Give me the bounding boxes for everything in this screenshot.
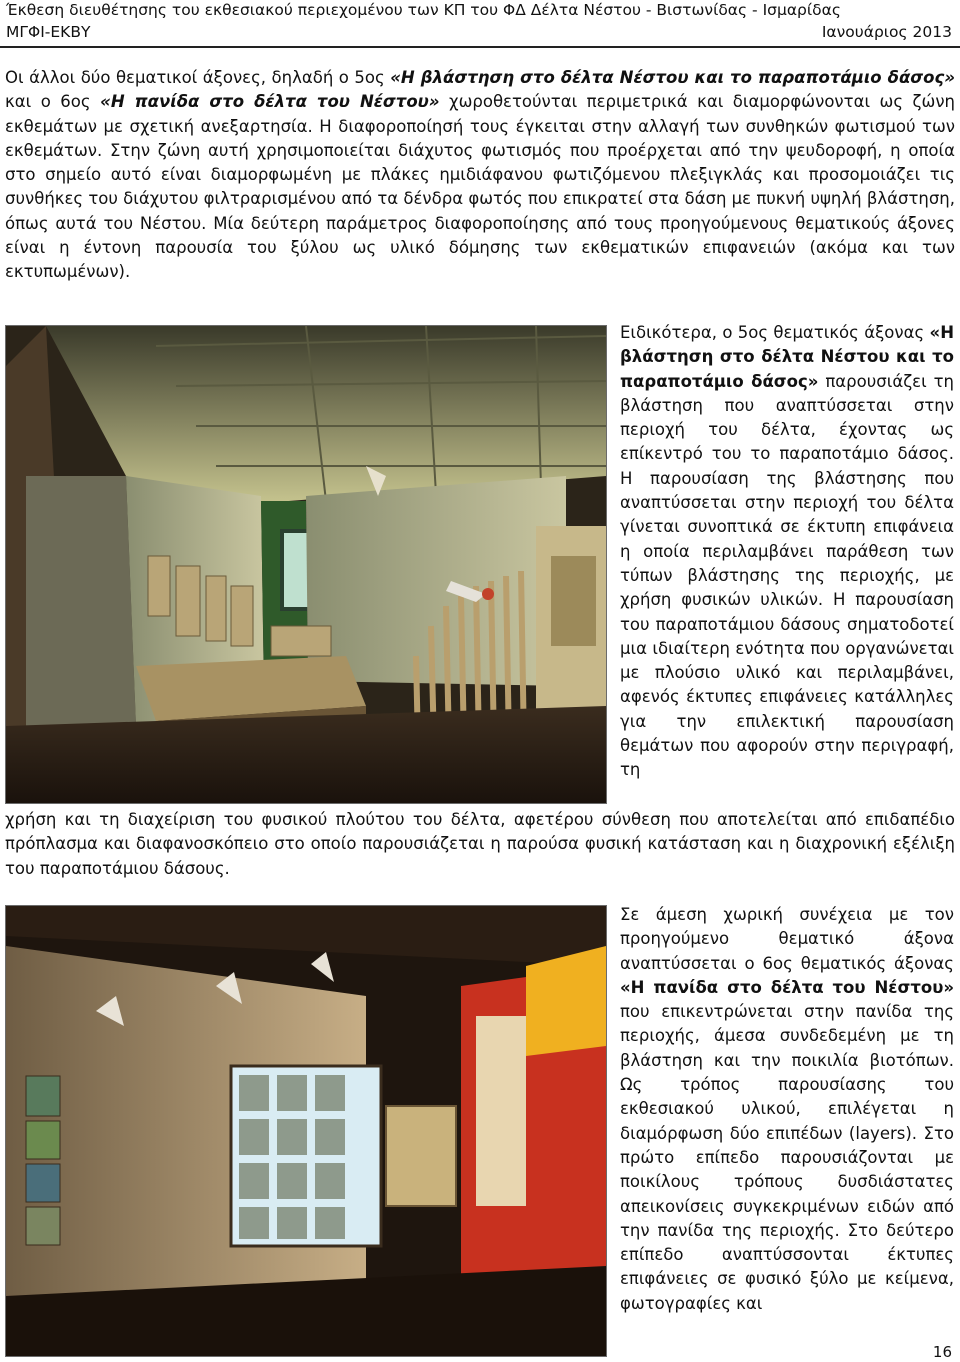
paragraph-text: χωροθετούνται περιμετρικά και διαμορφώνονται ως ζώνη εκθεμάτων με σχετική ανεξαρτησία. Η διαφοροποίησή τους έγκειται στην αλλαγή των συνθηκών φωτισμού των εκθεμάτων. Στην ζώνη αυτή χρησιμοποιείται διάχυτος φωτισμός που προέρχεται από την ψευδοροφή, η οποία στο σημείο αυτό είναι διαμορφωμένη με πλάκες ημιδιάφανου φωτιζόμενου πλεξιγκλάς και προσομοιάζει τις συνθήκες του διάχυτου φιλτραρισμένου από τα δένδρα φωτός που επικρατεί στα δάση με πυκνή υψηλή βλάστηση, όπως αυτά του Νέστου. Μία δεύτερη παράμετρος διαφοροποίησης από τους προηγούμενους θεματικούς άξονες είναι η έντονη παρουσία του ξύλου ως υλικό δόμησης των εκθεματικών επιφανειών (ακόμα και των εκτυπωμένων). xyxy=(5,92,956,282)
theme-5-title-bold: «Η βλάστηση στο δέλτα Νέστου και το παραποτάμιο δάσος» xyxy=(620,323,954,391)
paragraph-text: και ο 6ος xyxy=(5,92,101,112)
vegetation-exhibit-illustration xyxy=(6,326,606,803)
vegetation-exhibit-render-image xyxy=(5,325,607,804)
paragraph-fauna-theme xyxy=(620,903,954,1316)
document-header-title: Έκθεση διευθέτησης του εκθεσιακού περιεχομένου των ΚΠ του ΦΔ Δέλτα Νέστου - Βιστωνίδας - Ισμαρίδας xyxy=(6,1,841,19)
paragraph-text: Οι άλλοι δύο θεματικοί άξονες, δηλαδή ο 5ος xyxy=(5,68,391,87)
paragraph-vegetation-theme-continuation: χρήση και τη διαχείριση του φυσικού πλούτου του δέλτα, αφετέρου σύνθεση που αποτελείται από επιδαπέδιο πρόπλασμα και διαφανοσκόπειο στο οποίο παρουσιάζεται η παρούσα φυσική κατάσταση και η διαχρονική εξέλιξη του παραποτάμιου δάσους. xyxy=(5,810,955,878)
paragraph-text: Ειδικότερα, ο 5ος θεματικός άξονας xyxy=(620,323,930,342)
fauna-exhibit-illustration xyxy=(6,906,606,1356)
theme-6-title-bold: «Η πανίδα στο δέλτα του Νέστου» xyxy=(100,92,440,112)
paragraph-text: Σε άμεση χωρική συνέχεια με τον προηγούμενο θεματικό άξονα αναπτύσσεται ο 6ος θεματικός άξονας xyxy=(620,905,954,973)
fauna-exhibit-render-image xyxy=(5,905,607,1357)
paragraph-intro xyxy=(5,66,955,285)
header-organization: ΜΓΦΙ-ΕΚΒΥ xyxy=(6,23,91,41)
paragraph-text: παρουσιάζει τη βλάστηση που αναπτύσσεται στην περιοχή του δέλτα, έχοντας ως επίκεντρό του το παραποτάμιο δάσος. Η παρουσίαση της βλάστησης που αναπτύσσεται στην περιοχή του δέλτα γίνεται συνοπτικά σε έκτυπη επιφάνεια η οποία περιλαμβάνει παράθεση των τύπων βλάστησης της περιοχής, με χρήση φυσικών υλικών. Η παρουσίαση του παραποτάμιου δάσους σηματοδοτεί μια ιδιαίτερη ενότητα που οργανώνεται με πλούσιο υλικό και περιλαμβάνει, αφενός έκτυπες επιφάνειες κατάλληλες για την επιλεκτική παρουσίαση θεμάτων που αφορούν στην περιγραφή, τη xyxy=(620,371,954,780)
paragraph-vegetation-theme xyxy=(620,321,954,783)
theme-5-title-bold: «Η βλάστηση στο δέλτα Νέστου και το παραποτάμιο δάσος» xyxy=(390,68,955,87)
theme-6-title-bold: «Η πανίδα στο δέλτα του Νέστου» xyxy=(620,977,954,997)
header-divider xyxy=(0,46,960,48)
header-date: Ιανουάριος 2013 xyxy=(821,23,952,41)
page-number: 16 xyxy=(932,1343,952,1361)
paragraph-text: που επικεντρώνεται στην πανίδα της περιοχής, άμεσα συνδεδεμένη με τη βλάστηση και την ποικιλία βιοτόπων. Ως τρόπος παρουσίασης του εκθεσιακού υλικού, επιλέγεται η διαμόρφωση δύο επιπέδων (layers). Στο πρώτο επίπεδο παρουσιάζονται με ποικίλους τρόπους δυσδιάστατες απεικονίσεις συγκεκριμένων ειδών από την πανίδα της περιοχής. Στο δεύτερο επίπεδο αναπτύσσονται έκτυπες επιφάνειες σε φυσικό ξύλο με κείμενα, φωτογραφίες και xyxy=(620,1002,954,1313)
